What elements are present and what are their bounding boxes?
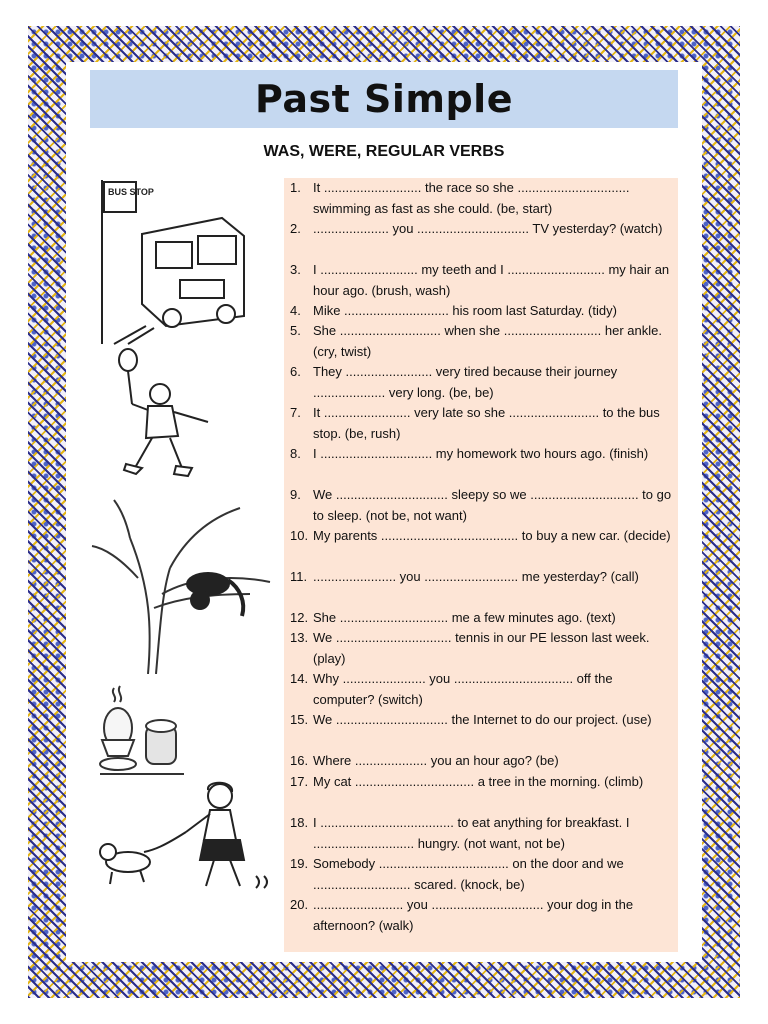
girl-walking-dog-illustration <box>94 776 274 894</box>
worksheet-subtitle: WAS, WERE, REGULAR VERBS <box>263 143 505 160</box>
egg-cup-illustration <box>96 684 188 776</box>
page-title: Past Simple <box>255 77 513 121</box>
boy-tennis-illustration <box>108 346 218 482</box>
bus-stop-illustration <box>94 176 254 348</box>
bus-stop-sign: BUS STOP <box>108 187 154 197</box>
cat-in-tree-illustration <box>90 498 274 674</box>
exercise-list: 1. It ........................... the race so she ............................... swimming as fast as she could. (be, start) 2. ..................... you ............................... TV yesterday? (watch) 3. I ........................... my teeth and I ........................... my hair an hour ago. (brush, wash) 4. Mike ............................. his room last Saturday. (tidy) 5. She ............................ when she ........................... her ankle. (cry, twist) 6. They ........................ very tired because their journey .................... very long. (be, be) 7. It ........................ very late so she ......................... to the bus stop. (be, rush) 8. I ............................... my homework two hours ago. (finish) 9. We ............................... sleepy so we .............................. to go to sleep. (not be, not want) 10. My parents ...................................... to buy a new car. (decide) 11. ....................... you .......................... me yesterday? (call) 12. She .............................. me a few minutes ago. (text) 13. We ................................ tennis in our PE lesson last week. (play) 14. Why ....................... you ................................. off the computer? (switch) 15. We ............................... the Internet to do our project. (use) 16. Where .................... you an hour ago? (be) 17. My cat ................................. a tree in the morning. (climb) 18. I ..................................... to eat anything for breakfast. I ............................ hungry. (not want, not be) 19. Somebody .................................... on the door and we ........................... scared. (knock, be) 20. ......................... you ............................... your dog in the afternoon? (walk) <box>284 178 678 952</box>
title-banner <box>90 70 678 128</box>
